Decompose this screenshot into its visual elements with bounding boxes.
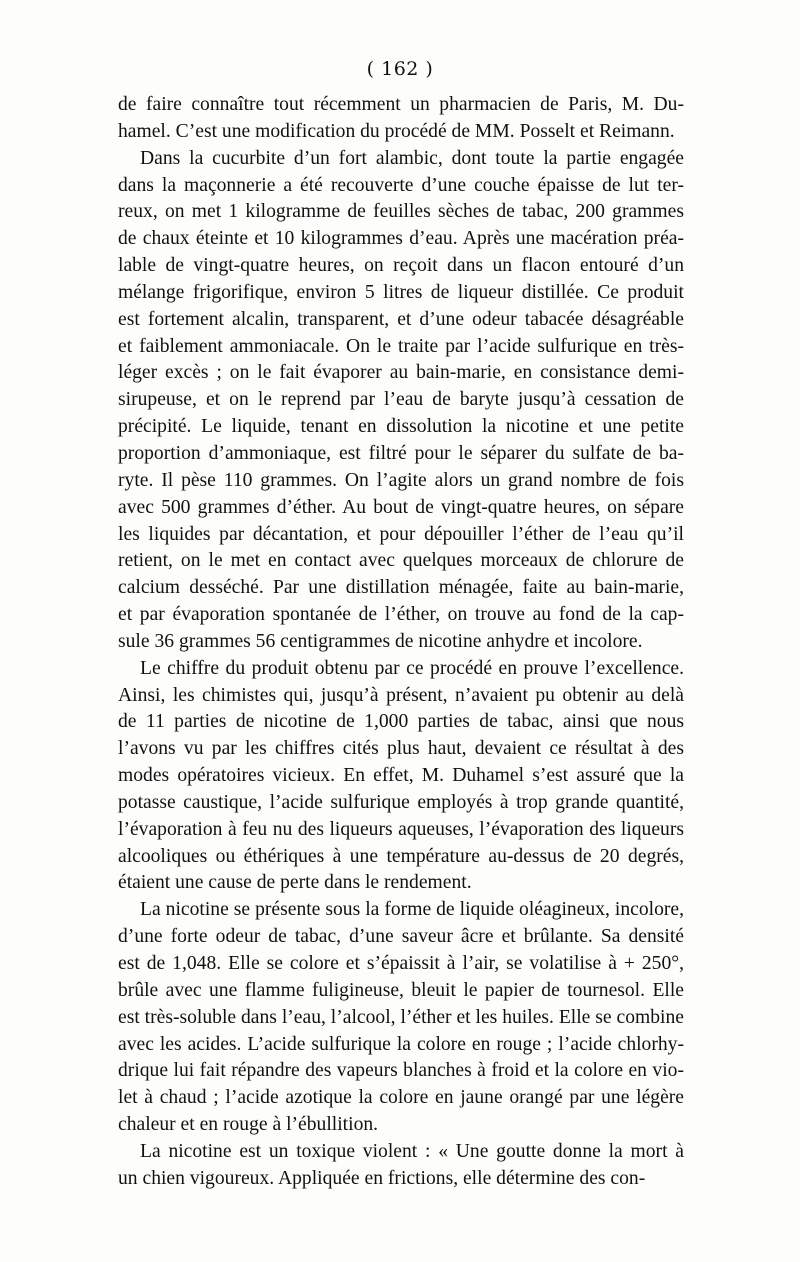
text-line: modes opératoires vicieux. En effet, M. Duhamel s’est assuré que la (118, 765, 684, 787)
text-line: dans la maçonnerie a été recouverte d’une couche épaisse de lut ter- (118, 174, 684, 196)
text-line: de faire connaître tout récemment un pharmacien de Paris, M. Du- (118, 94, 684, 115)
paragraph (118, 92, 684, 146)
text-line: brûle avec une flamme fuligineuse, bleuit le papier de tournesol. Elle (118, 979, 684, 1001)
text-line: et faiblement ammoniacale. On le traite par l’acide sulfurique en très- (118, 335, 684, 357)
text-line: un chien vigoureux. Appliquée en frictions, elle détermine des con- (118, 1167, 646, 1189)
text-line: Ainsi, les chimistes qui, jusqu’à présent, n’avaient pu obtenir au delà (118, 684, 684, 706)
text-line: La nicotine est un toxique violent : « Une goutte donne la mort à (140, 1140, 684, 1162)
text-line: les liquides par décantation, et pour dépouiller l’éther de l’eau qu’il (118, 523, 684, 545)
text-line: potasse caustique, l’acide sulfurique employés à trop grande quantité, (118, 791, 684, 813)
paragraph (118, 146, 684, 656)
text-line: proportion d’ammoniaque, est filtré pour le séparer du sulfate de ba- (118, 442, 684, 464)
text-line: retient, on le met en contact avec quelques morceaux de chlorure de (118, 550, 684, 572)
text-line: avec les acides. L’acide sulfurique la colore en rouge ; l’acide chlorhy- (118, 1033, 684, 1055)
text-line: mélange frigorifique, environ 5 litres de liqueur distillée. Ce produit (118, 281, 684, 303)
text-line: précipité. Le liquide, tenant en dissolution la nicotine et une petite (118, 416, 684, 438)
paragraph (118, 1139, 684, 1193)
text-line: avec 500 grammes d’éther. Au bout de vingt-quatre heures, on sépare (118, 496, 684, 518)
text-line: calcium desséché. Par une distillation ménagée, faite au bain-marie, (118, 577, 684, 599)
page-number: ( 162 ) (366, 58, 434, 80)
text-line: est de 1,048. Elle se colore et s’épaissit à l’air, se volatilise à + 250°, (118, 953, 684, 974)
text-line: drique lui fait répandre des vapeurs blanches à froid et la colore en vio- (118, 1060, 684, 1082)
body-text (118, 92, 684, 1193)
text-line: chaleur et en rouge à l’ébullition. (118, 1114, 379, 1136)
text-line: léger excès ; on le fait évaporer au bain-marie, en consistance demi- (118, 362, 684, 384)
text-line: sule 36 grammes 56 centigrammes de nicotine anhydre et incolore. (118, 630, 643, 652)
paragraph (118, 656, 684, 898)
text-line: est très-soluble dans l’eau, l’alcool, l’éther et les huiles. Elle se combine (118, 1006, 684, 1028)
paragraph (118, 897, 684, 1139)
text-line: de 11 parties de nicotine de 1,000 parties de tabac, ainsi que nous (118, 711, 684, 733)
text-line: alcooliques ou éthériques à une température au-dessus de 20 degrés, (118, 845, 684, 867)
text-line: étaient une cause de perte dans le rendement. (118, 872, 472, 894)
text-line: l’avons vu par les chiffres cités plus haut, devaient ce résultat à des (118, 738, 684, 760)
text-line: sirupeuse, et on le reprend par l’eau de baryte jusqu’à cessation de (118, 389, 684, 411)
text-line: ryte. Il pèse 110 grammes. On l’agite alors un grand nombre de fois (118, 469, 684, 491)
text-line: et par évaporation spontanée de l’éther, on trouve au fond de la cap- (118, 604, 684, 626)
text-line: Dans la cucurbite d’un fort alambic, dont toute la partie engagée (140, 147, 684, 169)
text-line: l’évaporation à feu nu des liqueurs aqueuses, l’évaporation des liqueurs (118, 818, 684, 840)
text-line: lable de vingt-quatre heures, on reçoit dans un flacon entouré d’un (118, 255, 684, 277)
text-line: Le chiffre du produit obtenu par ce procédé en prouve l’excellence. (140, 657, 684, 679)
text-line: hamel. C’est une modification du procédé de MM. Posselt et Reimann. (118, 120, 675, 142)
text-line: reux, on met 1 kilogramme de feuilles sèches de tabac, 200 grammes (118, 201, 684, 223)
text-line: est fortement alcalin, transparent, et d’une odeur tabacée désagréable (118, 308, 684, 330)
text-line: La nicotine se présente sous la forme de liquide oléagineux, incolore, (140, 899, 684, 921)
text-line: let à chaud ; l’acide azotique la colore en jaune orangé par une légère (118, 1087, 684, 1109)
text-line: d’une forte odeur de tabac, d’une saveur âcre et brûlante. Sa densité (118, 926, 684, 948)
text-line: de chaux éteinte et 10 kilogrammes d’eau. Après une macération préa- (118, 228, 684, 250)
